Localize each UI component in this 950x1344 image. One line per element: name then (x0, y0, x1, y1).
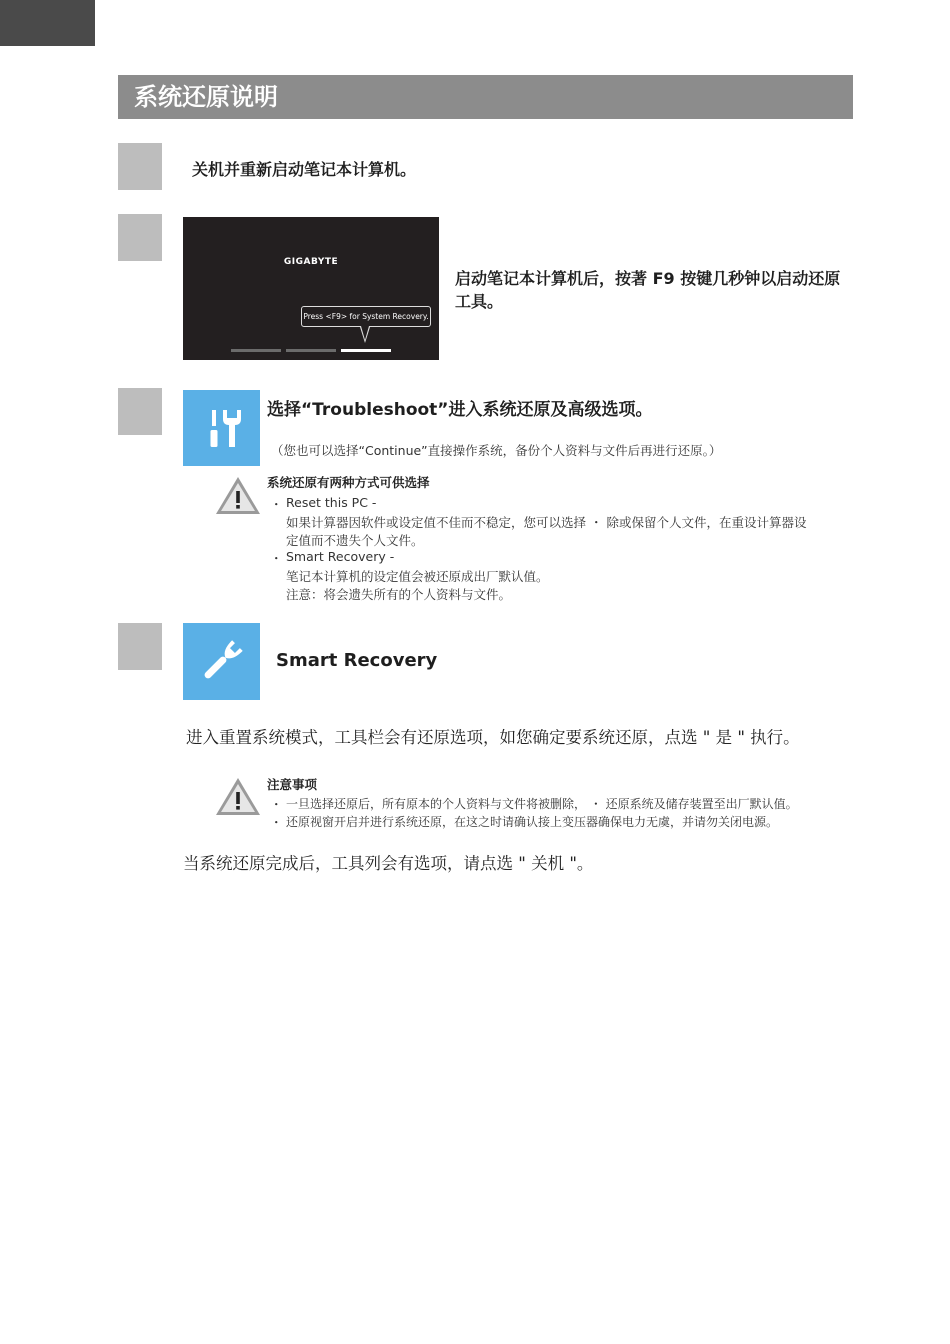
recovery-prompt: Press <F9> for System Recovery. (301, 306, 431, 327)
page-title: 系统还原说明 (118, 75, 853, 119)
step-2-text: 启动笔记本计算机后，按著 F9 按键几秒钟以启动还原工具。 (455, 269, 841, 311)
reset-instruction: 进入重置系统模式，工具栏会有还原选项，如您确定要系统还原，点选 " 是 " 执行。 (186, 728, 800, 747)
bullet-mark: ・ (270, 551, 283, 566)
troubleshoot-tile (183, 390, 260, 466)
caution-item-1: 一旦选择还原后，所有原本的个人资料与文件将被删除， ・ 还原系统及储存装置至出厂默认值。 (286, 797, 798, 811)
corner-tab (0, 0, 95, 46)
step-3-text: 选择“Troubleshoot”进入系统还原及高级选项。 (267, 400, 653, 420)
step-3-note: （您也可以选择“Continue”直接操作系统，备份个人资料与文件后再进行还原。） (271, 443, 722, 458)
option-reset-desc-line-1: 如果计算器因软件或设定值不佳而不稳定，您可以选择 ・ 除或保留个人文件，在重设计算器设 (286, 515, 807, 530)
final-instruction: 当系统还原完成后，工具列会有选项，请点选 " 关机 "。 (183, 854, 594, 873)
boot-progress-segment (286, 349, 336, 352)
bullet-mark: ・ (270, 497, 283, 512)
bullet-mark: ・ (270, 797, 283, 812)
options-heading: 系统还原有两种方式可供选择 (267, 475, 430, 490)
wrench-icon (183, 623, 260, 700)
bullet-mark: ・ (270, 815, 283, 830)
gigabyte-logo: GIGABYTE (283, 257, 339, 267)
option-smart-label: Smart Recovery - (286, 549, 395, 564)
option-smart-desc-line-2: 注意：将会遗失所有的个人资料与文件。 (286, 587, 512, 602)
caution-item-2: 还原视窗开启并进行系统还原，在这之时请确认接上变压器确保电力无虞，并请勿关闭电源。 (286, 815, 779, 829)
boot-screen-image (183, 217, 439, 360)
step-3-marker (118, 388, 162, 435)
step-2-marker (118, 214, 162, 261)
step-4-marker (118, 623, 162, 670)
step-1-text: 关机并重新启动笔记本计算机。 (192, 160, 417, 179)
troubleshoot-tools-icon (183, 390, 260, 466)
step-1-marker (118, 143, 162, 190)
option-reset-desc-line-2: 定值而不遗失个人文件。 (286, 533, 424, 548)
smart-recovery-tile (183, 623, 260, 700)
warning-icon (214, 776, 262, 818)
boot-progress-segment (341, 349, 391, 352)
step-4-text: Smart Recovery (276, 650, 438, 671)
boot-progress-segment (231, 349, 281, 352)
warning-icon (214, 475, 262, 517)
caution-title: 注意事项 (267, 777, 318, 792)
option-smart-desc-line-1: 笔记本计算机的设定值会被还原成出厂默认值。 (286, 569, 549, 584)
option-reset-label: Reset this PC - (286, 495, 377, 510)
